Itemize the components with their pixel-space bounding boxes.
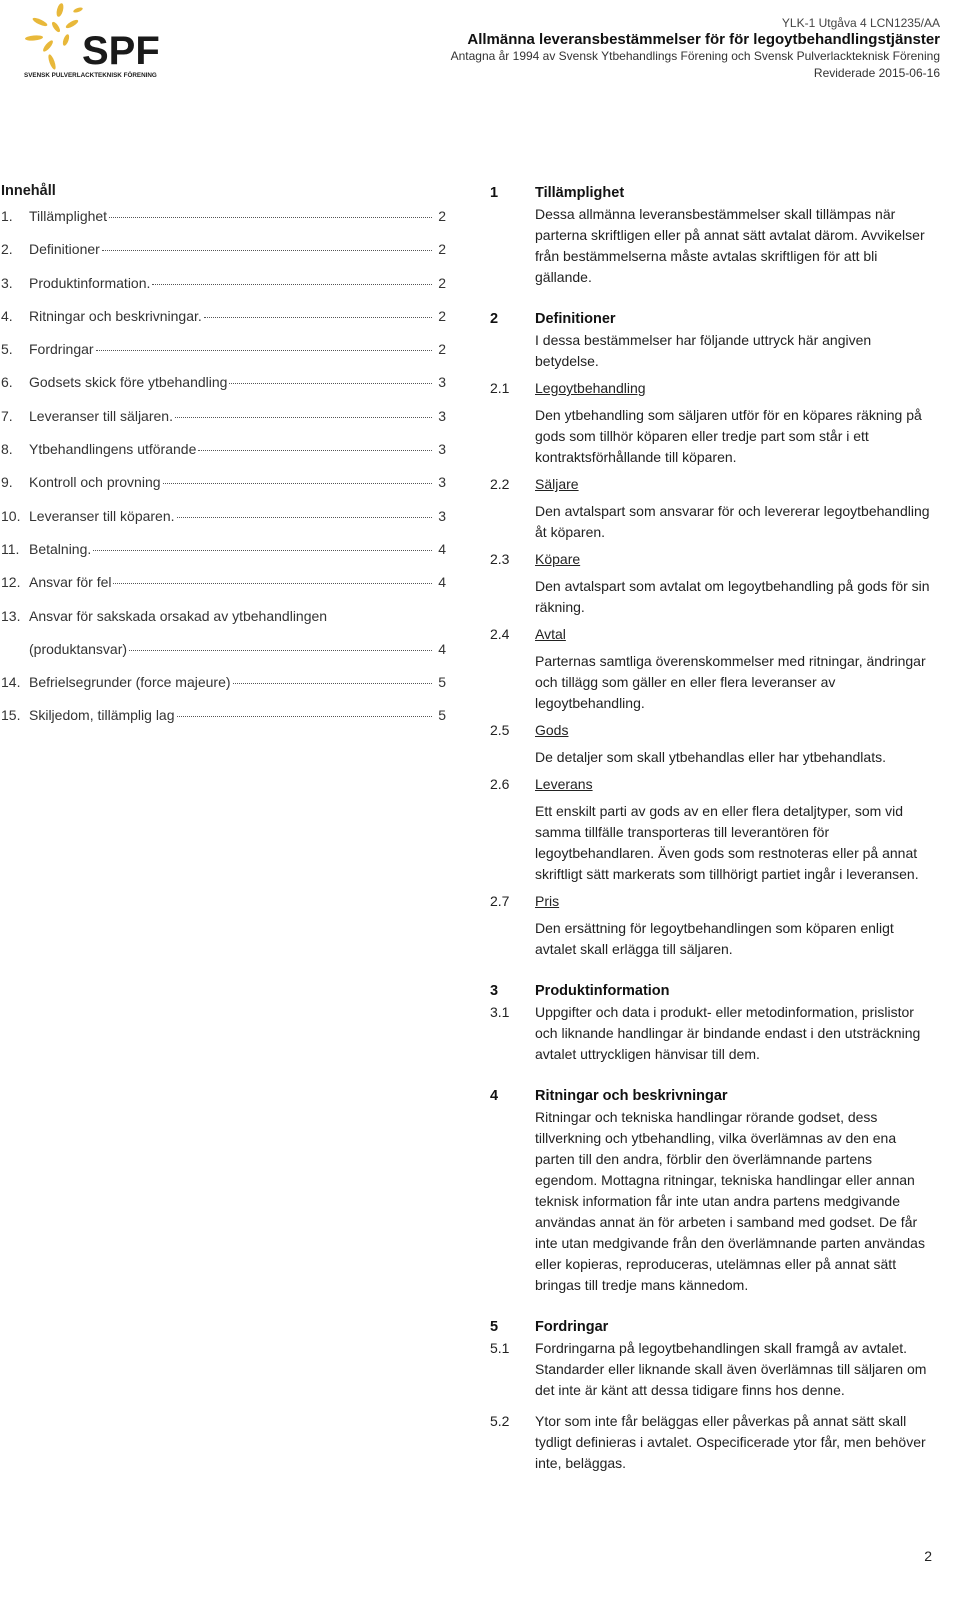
subsection-heading: 2.6 Leverans [490,776,593,792]
subsection-text: Ett enskilt parti av gods av en eller flera detaljtyper, som vid samma tillfälle transporteras till leverantören för legoytbehandlaren. Även gods som restnoteras eller på annat skriftligt sätt markerats som tillhörigt partiet ingår i leveransen. [535,803,919,882]
section-text: I dessa bestämmelser har följande uttryck här angiven betydelse. [535,332,872,369]
toc-item[interactable]: 9. Kontroll och provning 3 [1,474,446,491]
spf-logo-graphic [12,2,182,82]
spf-logo [12,2,182,82]
toc-item[interactable]: 15. Skiljedom, tillämplig lag 5 [1,707,446,724]
main-content [490,183,936,1483]
toc-item[interactable]: 3. Produktinformation. 2 [1,274,446,291]
subsection-text: Den ersättning för legoytbehandlingen som köparen enligt avtalet skall erlägga till säljaren. [535,920,894,957]
toc-item[interactable]: 14. Befrielsegrunder (force majeure) 5 [1,674,446,691]
section-title: Definitioner [535,311,616,327]
section-number: 5 [490,1319,499,1335]
toc-item-continued[interactable]: (produktansvar) 4 [29,640,446,657]
section-3 [490,981,936,1065]
page-number: 2 [924,1548,932,1564]
table-of-contents [1,183,446,741]
subsection-heading: 2.4 Avtal [490,626,566,642]
toc-item[interactable]: 10. Leveranser till köparen. 3 [1,507,446,524]
svg-text:SPF: SPF [82,29,160,73]
svg-text:SVENSK PULVERLACKTEKNISK FÖREN: SVENSK PULVERLACKTEKNISK FÖRENING [24,72,157,79]
section-5 [490,1317,936,1474]
section-title: Ritningar och beskrivningar [535,1088,728,1104]
toc-heading: Innehåll [1,183,56,199]
numbered-paragraph: 5.1 Fordringarna på legoytbehandlingen skall framgå av avtalet. Standarder eller liknande skall även överlämnas till säljaren om det inte är känt att dessa tidigare finns hos denne. [490,1340,927,1398]
subsection-text: Den avtalspart som ansvarar för och levererar legoytbehandling åt köparen. [535,503,930,540]
document-code: YLK-1 Utgåva 4 LCN1235/AA [781,16,940,30]
section-title: Produktinformation [535,983,670,999]
numbered-paragraph: 3.1 Uppgifter och data i produkt- eller metodinformation, prislistor och liknande handlingar är bindande endast i den utsträckning avtalet uttryckligen hänvisar till dem. [490,1004,921,1062]
section-text: Dessa allmänna leveransbestämmelser skall tillämpas när parterna skriftligen eller på annat sätt avtalat därom. Avvikelser från bestämmelserna måste avtalas skriftligen för att bli gällande. [535,206,925,285]
toc-item[interactable]: 8. Ytbehandlingens utförande 3 [1,441,446,458]
toc-item[interactable]: 4. Ritningar och beskrivningar. 2 [1,307,446,324]
section-1 [490,183,936,288]
toc-item[interactable]: 13. Ansvar för sakskada orsakad av ytbehandlingen [1,607,328,624]
subsection-text: De detaljer som skall ytbehandlas eller har ytbehandlats. [535,749,886,765]
subsection-heading: 2.2 Säljare [490,476,579,492]
section-2 [490,309,936,960]
document-header [451,15,940,81]
subsection-text: Den ytbehandling som säljaren utför för en köpares räkning på gods som tillhör köparen eller tredje part som står i ett kontraktsförhållande till köparen. [535,407,922,465]
subsection-heading: 2.5 Gods [490,722,569,738]
toc-item[interactable]: 12. Ansvar för fel 4 [1,574,446,591]
section-number: 2 [490,311,499,327]
section-4 [490,1086,936,1296]
subsection-heading: 2.1 Legoytbehandling [490,380,646,396]
section-number: 1 [490,185,499,201]
section-title: Fordringar [535,1319,609,1335]
toc-item[interactable]: 7. Leveranser till säljaren. 3 [1,407,446,424]
numbered-paragraph: 5.2 Ytor som inte får beläggas eller påverkas på annat sätt skall tydligt definieras i avtalet. Ospecificerade ytor får, men behöver inte, beläggas. [490,1413,926,1471]
document-subtitle: Antagna år 1994 av Svensk Ytbehandlings Förening och Svensk Pulverlackteknisk Förening [450,49,940,63]
section-number: 3 [490,983,499,999]
toc-item[interactable]: 1. Tillämplighet 2 [1,208,446,224]
revision-date: Reviderade 2015-06-16 [813,65,940,80]
section-number: 4 [490,1088,499,1104]
section-text: Ritningar och tekniska handlingar rörande godset, dess tillverkning och ytbehandling, vilka överlämnas av den ena parten till den andra, förblir den överlämnande partens egendom. Mottagna ritningar, tekniska handlingar eller annan teknisk information får inte utan andra partens medgivande användas annat än för arbeten i samband med godset. De får inte utan medgivande från den överlämnande parten användas eller kopieras, reproduceras, utelämnas eller på annat sätt bringas till tredje mans kännedom. [535,1109,925,1293]
toc-item[interactable]: 11. Betalning. 4 [1,540,446,557]
subsection-heading: 2.3 Köpare [490,551,581,567]
subsection-text: Parternas samtliga överenskommelser med ritningar, ändringar och tillägg som gäller en eller flera leveranser av legoytbehandling. [535,653,926,711]
section-title: Tillämplighet [535,185,625,201]
toc-item[interactable]: 6. Godsets skick före ytbehandling 3 [1,374,446,391]
subsection-text: Den avtalspart som avtalat om legoytbehandling på gods för sin räkning. [535,578,930,615]
toc-item[interactable]: 5. Fordringar 2 [1,341,446,358]
document-title: Allmänna leveransbestämmelser för för legoytbehandlingstjänster [467,30,940,48]
toc-item[interactable]: 2. Definitioner 2 [1,241,446,258]
subsection-heading: 2.7 Pris [490,893,560,909]
